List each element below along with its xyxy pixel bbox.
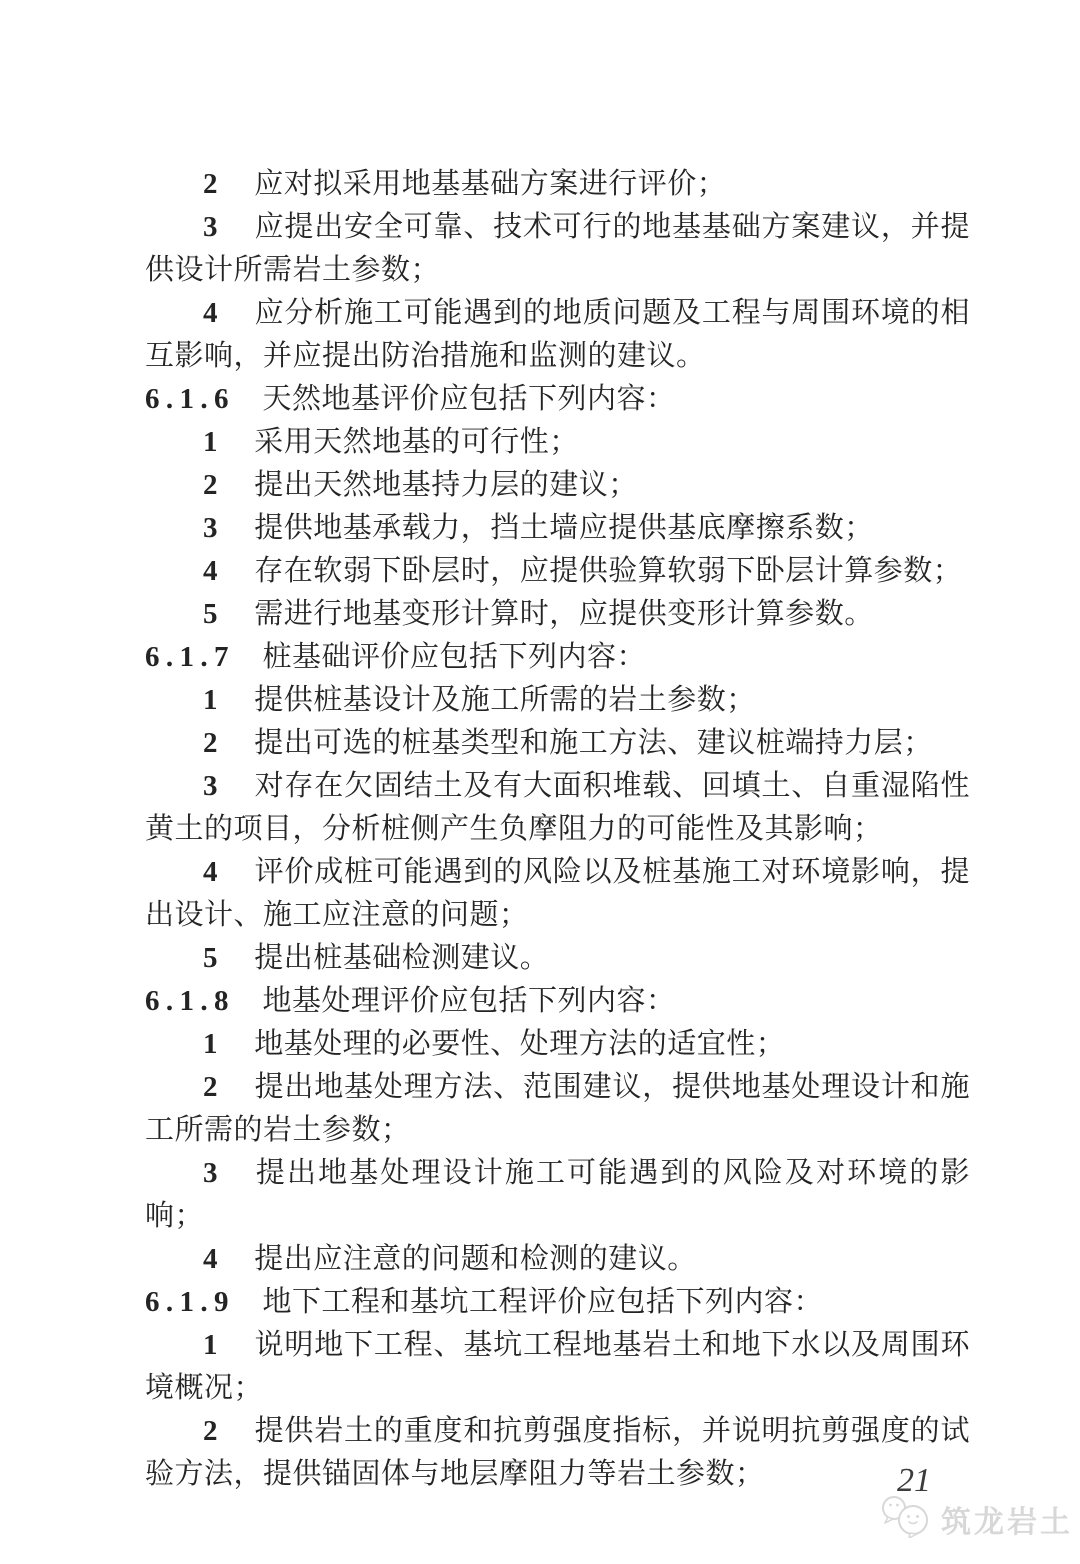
item-text: 提出桩基础检测建议。: [254, 942, 550, 974]
item-number: 1: [203, 684, 218, 716]
brand-name: 筑龙岩土: [941, 1505, 1073, 1539]
item-number: 3: [203, 770, 218, 802]
item-number: 3: [203, 1157, 218, 1189]
clause-number: 6.1.8: [145, 985, 235, 1017]
item-number: 3: [203, 512, 218, 544]
item-text: 采用天然地基的可行性；: [254, 426, 579, 458]
clause-text: 地下工程和基坑工程评价应包括下列内容：: [262, 1286, 823, 1318]
item-text: 地基处理的必要性、处理方法的适宜性；: [254, 1028, 786, 1060]
chat-bubbles-icon: [880, 1494, 936, 1543]
item-number: 1: [203, 1028, 218, 1060]
clause-heading: [145, 1281, 970, 1324]
item-text: 提出地基处理方法、范围建议，提供地基处理设计和施工所需的岩土参数；: [145, 1071, 970, 1146]
list-item: [145, 507, 970, 550]
clause-number: 6.1.7: [145, 641, 235, 673]
clause-heading: [145, 378, 970, 421]
item-text: 提供地基承载力，挡土墙应提供基底摩擦系数；: [254, 512, 874, 544]
item-number: 4: [203, 1243, 218, 1275]
item-text: 应提出安全可靠、技术可行的地基基础方案建议，并提供设计所需岩土参数；: [145, 211, 970, 286]
list-item: [145, 679, 970, 722]
item-text: 提供岩土的重度和抗剪强度指标，并说明抗剪强度的试验方法，提供锚固体与地层摩阻力等岩土参数；: [145, 1415, 970, 1490]
list-item: [145, 1066, 970, 1152]
item-text: 应对拟采用地基基础方案进行评价；: [254, 168, 727, 200]
list-item: [145, 765, 970, 851]
clause-text: 地基处理评价应包括下列内容：: [262, 985, 676, 1017]
brand-watermark: [880, 1494, 1073, 1543]
clause-text: 桩基础评价应包括下列内容：: [262, 641, 646, 673]
item-text: 提出应注意的问题和检测的建议。: [254, 1243, 697, 1275]
item-number: 2: [203, 1071, 218, 1103]
clause-text: 天然地基评价应包括下列内容：: [262, 383, 676, 415]
page-number: 21: [897, 1462, 931, 1499]
item-number: 2: [203, 168, 218, 200]
clause-number: 6.1.9: [145, 1286, 235, 1318]
list-item: [145, 1023, 970, 1066]
item-text: 提出地基处理设计施工可能遇到的风险及对环境的影响；: [145, 1157, 970, 1232]
document-body: [145, 163, 970, 1496]
item-number: 1: [203, 1329, 218, 1361]
list-item: [145, 163, 970, 206]
item-number: 1: [203, 426, 218, 458]
item-number: 2: [203, 727, 218, 759]
list-item: [145, 1410, 970, 1496]
clause-heading: [145, 636, 970, 679]
item-number: 3: [203, 211, 218, 243]
item-text: 对存在欠固结土及有大面积堆载、回填土、自重湿陷性黄土的项目，分析桩侧产生负摩阻力的可能性及其影响；: [145, 770, 970, 845]
item-text: 提出天然地基持力层的建议；: [254, 469, 638, 501]
list-item: [145, 1238, 970, 1281]
list-item: [145, 1324, 970, 1410]
item-text: 评价成桩可能遇到的风险以及桩基施工对环境影响，提出设计、施工应注意的问题；: [145, 856, 970, 931]
item-text: 提出可选的桩基类型和施工方法、建议桩端持力层；: [254, 727, 933, 759]
list-item: [145, 464, 970, 507]
item-text: 提供桩基设计及施工所需的岩土参数；: [254, 684, 756, 716]
item-text: 存在软弱下卧层时，应提供验算软弱下卧层计算参数；: [254, 555, 963, 587]
list-item: [145, 1152, 970, 1238]
item-number: 2: [203, 469, 218, 501]
item-text: 说明地下工程、基坑工程地基岩土和地下水以及周围环境概况；: [145, 1329, 970, 1404]
item-number: 5: [203, 942, 218, 974]
item-number: 5: [203, 598, 218, 630]
clause-heading: [145, 980, 970, 1023]
item-number: 2: [203, 1415, 218, 1447]
item-number: 4: [203, 297, 218, 329]
list-item: [145, 722, 970, 765]
list-item: [145, 937, 970, 980]
item-number: 4: [203, 856, 218, 888]
list-item: [145, 421, 970, 464]
list-item: [145, 206, 970, 292]
list-item: [145, 292, 970, 378]
item-text: 应分析施工可能遇到的地质问题及工程与周围环境的相互影响，并应提出防治措施和监测的建议。: [145, 297, 970, 372]
list-item: [145, 593, 970, 636]
item-text: 需进行地基变形计算时，应提供变形计算参数。: [254, 598, 874, 630]
list-item: [145, 550, 970, 593]
clause-number: 6.1.6: [145, 383, 235, 415]
item-number: 4: [203, 555, 218, 587]
list-item: [145, 851, 970, 937]
